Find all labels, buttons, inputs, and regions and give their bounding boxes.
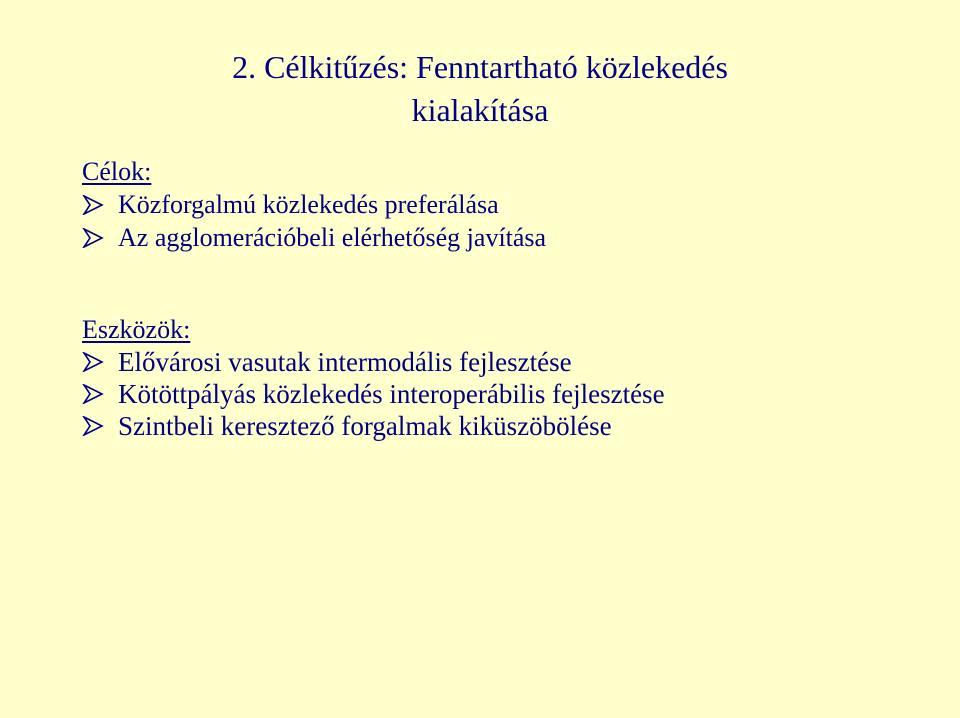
- arrowhead-bullet-icon: [82, 416, 118, 436]
- arrowhead-bullet-icon: [82, 384, 118, 404]
- tool-item: [82, 378, 665, 410]
- goals-heading: Célok:: [82, 157, 152, 186]
- title-line-2: kialakítása: [411, 92, 549, 128]
- tool-item: [82, 410, 665, 442]
- goal-item: [82, 221, 546, 254]
- goals-section: [82, 155, 546, 254]
- goal-item-text: Az agglomerációbeli elérhetőség javítása: [118, 223, 547, 252]
- tool-item-text: Kötöttpályás közlekedés interoperábilis fejlesztése: [118, 379, 665, 409]
- slide-title: [170, 46, 790, 132]
- tools-section: [82, 313, 665, 442]
- tools-heading: Eszközök:: [82, 315, 191, 344]
- tool-item-text: Elővárosi vasutak intermodális fejlesztése: [118, 347, 572, 377]
- title-line-1: 2. Célkitűzés: Fenntartható közlekedés: [232, 49, 728, 85]
- tool-item-text: Szintbeli keresztező forgalmak kiküszöbölése: [118, 411, 612, 441]
- goal-item: [82, 188, 546, 221]
- arrowhead-bullet-icon: [82, 352, 118, 372]
- arrowhead-bullet-icon: [82, 195, 118, 215]
- tool-item: [82, 346, 665, 378]
- arrowhead-bullet-icon: [82, 228, 118, 248]
- goal-item-text: Közforgalmú közlekedés preferálása: [118, 190, 499, 219]
